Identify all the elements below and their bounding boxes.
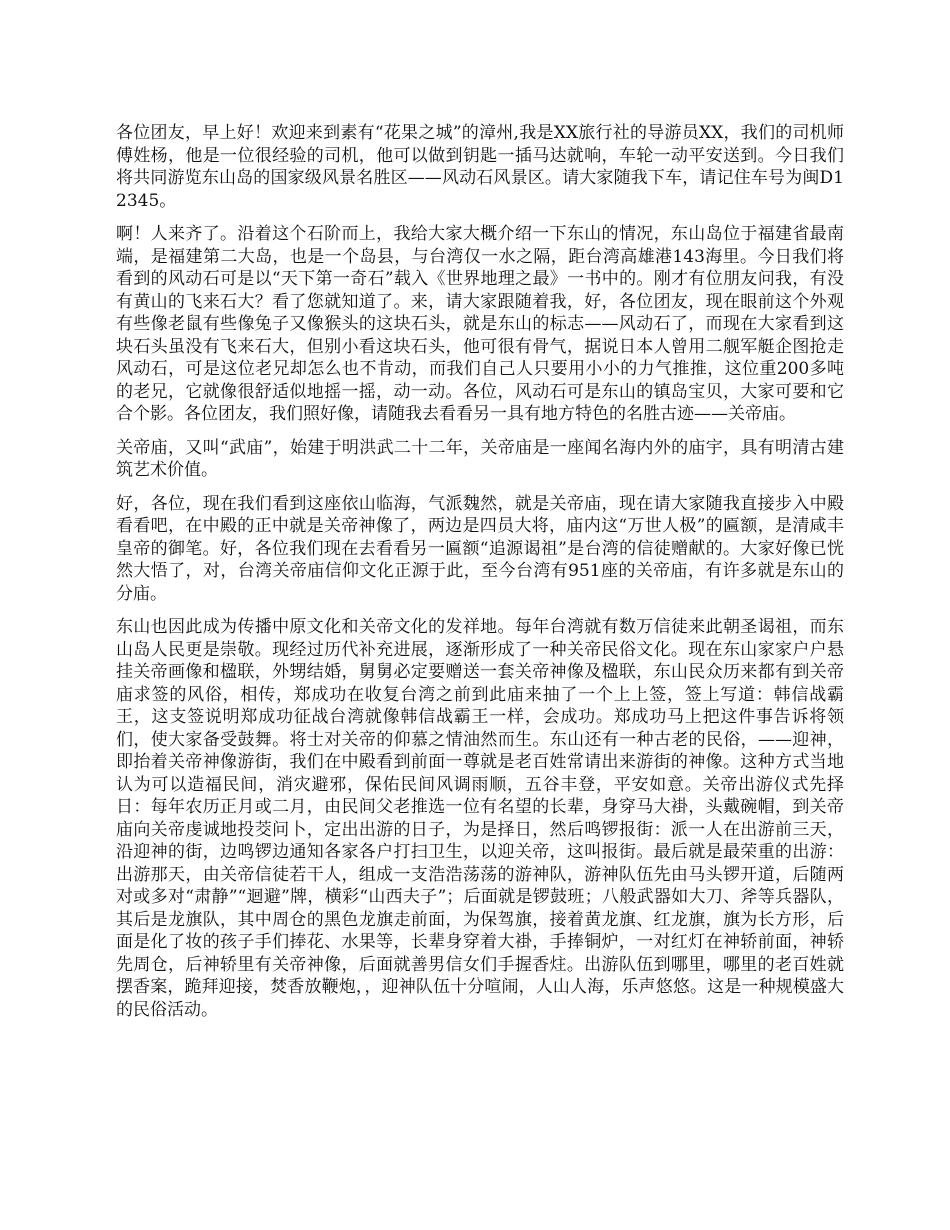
paragraph-guandi-intro: 关帝庙，又叫“武庙”，始建于明洪武二十二年，关帝庙是一座闻名海内外的庙宇，具有明清古建筑艺术价值。 <box>116 437 844 480</box>
document-body <box>116 122 844 1032</box>
paragraph-guandi-temple: 好，各位，现在我们看到这座依山临海，气派魏然，就是关帝庙，现在请大家随我直接步入中殿看看吧，在中殿的正中就是关帝神像了，两边是四员大将，庙内这“万世人极”的匾额，是清咸丰皇帝的御笔。好，各位我们现在去看看另一匾额“追源谒祖”是台湾的信徒赠献的。大家好像已恍然大悟了，对，台湾关帝庙信仰文化正源于此，至今台湾有951座的关帝庙，有许多就是东山的分庙。 <box>116 493 844 604</box>
paragraph-wind-stone: 啊！人来齐了。沿着这个石阶而上，我给大家大概介绍一下东山的情况，东山岛位于福建省最南端，是福建第二大岛，也是一个岛县，与台湾仅一水之隔，距台湾高雄港143海里。今日我们将看到的风动石可是以“天下第一奇石”载入《世界地理之最》一书中的。刚才有位朋友问我，有没有黄山的飞来石大？看了您就知道了。来，请大家跟随着我，好，各位团友，现在眼前这个外观有些像老鼠有些像兔子又像猴头的这块石头，就是东山的标志——风动石了，而现在大家看到这块石头虽没有飞来石大，但别小看这块石头，他可很有骨气，据说日本人曾用二舰军艇企图抢走风动石，可是这位老兄却怎么也不肯动，而我们自己人只要用小小的力气推推，这位重200多吨的老兄，它就像很舒适似地摇一摇，动一动。各位，风动石可是东山的镇岛宝贝，大家可要和它合个影。各位团友，我们照好像，请随我去看看另一具有地方特色的名胜古迹——关帝庙。 <box>116 224 844 424</box>
paragraph-folk-custom: 东山也因此成为传播中原文化和关帝文化的发祥地。每年台湾就有数万信徒来此朝圣谒祖，而东山岛人民更是崇敬。现经过历代补充进展，逐渐形成了一种关帝民俗文化。现在东山家家户户悬挂关帝画像和楹联，外甥结婚，舅舅必定要赠送一套关帝神像及楹联，东山民众历来都有到关帝庙求签的风俗，相传，郑成功在收复台湾之前到此庙来抽了一个上上签，签上写道：韩信战霸王，这支签说明郑成功征战台湾就像韩信战霸王一样，会成功。郑成功马上把这件事告诉将领们，使大家备受鼓舞。将士对关帝的仰慕之情油然而生。东山还有一种古老的民俗，——迎神，即抬着关帝神像游街，我们在中殿看到前面一尊就是老百姓常请出来游街的神像。这种方式当地认为可以造福民间，消灾避邪，保佑民间风调雨顺，五谷丰登，平安如意。关帝出游仪式先择日：每年农历正月或二月，由民间父老推选一位有名望的长辈，身穿马大褂，头戴碗帽，到关帝庙向关帝虔诚地投茭问卜，定出出游的日子，为是择日，然后鸣锣报街：派一人在出游前三天，沿迎神的街，边鸣锣边通知各家各户打扫卫生，以迎关帝，这叫报街。最后就是最荣重的出游：出游那天，由关帝信徒若干人，组成一支浩浩荡荡的游神队，游神队伍先由马头锣开道，后随两对或多对“肃静”“迴避”牌，横彩“山西夫子”；后面就是锣鼓班；八般武器如大刀、斧等兵器队，其后是龙旗队，其中周仓的黑色龙旗走前面，为保驾旗，接着黄龙旗、红龙旗，旗为长方形，后面是化了妆的孩子手们捧花、水果等，长辈身穿着大褂，手捧铜炉，一对红灯在神轿前面，神轿先周仓，后神轿里有关帝神像，后面就善男信女们手握香炷。出游队伍到哪里，哪里的老百姓就摆香案，跪拜迎接，焚香放鞭炮，，迎神队伍十分喧闹，人山人海，乐声悠悠。这是一种规模盛大的民俗活动。 <box>116 617 844 1020</box>
paragraph-greeting: 各位团友，早上好！欢迎来到素有“花果之城”的漳州,我是XX旅行社的导游员XX，我们的司机师傅姓杨，他是一位很经验的司机，他可以做到钥匙一插马达就响，车轮一动平安送到。今日我们将共同游览东山岛的国家级风景名胜区——风动石风景区。请大家随我下车，请记住车号为闽D12345。 <box>116 123 844 211</box>
